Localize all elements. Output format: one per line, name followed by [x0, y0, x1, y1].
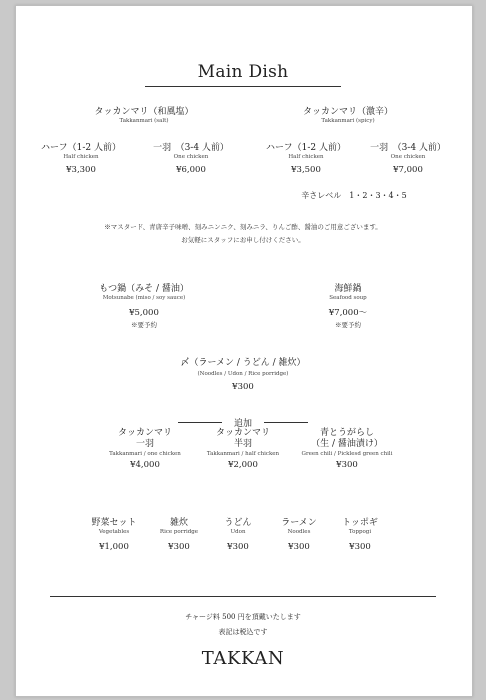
extra-item: [302, 428, 393, 471]
item-subtitle: 半羽: [233, 439, 253, 450]
takkanmari-salt-title-en: Takkanmari (salt): [119, 118, 169, 125]
item-price: ¥7,000〜: [328, 308, 368, 319]
item-label: ハーフ（1-2 人前）: [41, 143, 121, 153]
reservation-note: ※要予約: [335, 320, 361, 329]
takkanmari-spicy-heading: [303, 107, 393, 125]
takkanmari-spicy-one: [370, 143, 446, 176]
item-title-en: Takkanmari / half chicken: [206, 450, 280, 457]
item-title: うどん: [224, 518, 252, 528]
item-price: ¥1,000: [99, 542, 129, 553]
extras-rule-right: [264, 422, 308, 423]
item-subtitle: 一羽: [135, 439, 155, 450]
extra-item: [281, 518, 317, 553]
item-price: ¥3,300: [66, 165, 96, 176]
item-label-en: One chicken: [390, 154, 426, 161]
item-label: 一羽 （3-4 人前）: [153, 143, 229, 153]
item-price: ¥6,000: [176, 165, 206, 176]
item-price: ¥300: [288, 542, 310, 553]
item-subtitle: （生 / 醤油漬け）: [311, 439, 383, 450]
item-price: ¥5,000: [129, 308, 159, 319]
item-title: もつ鍋（みそ / 醤油）: [99, 284, 189, 294]
extra-item: [342, 518, 378, 553]
item-label-en: Half chicken: [288, 154, 324, 161]
item-price: ¥2,000: [228, 460, 258, 471]
extras-heading: 追加: [233, 419, 253, 429]
takkanmari-spicy-half: [266, 143, 346, 176]
item-label: ハーフ（1-2 人前）: [266, 143, 346, 153]
item-price: ¥7,000: [393, 165, 423, 176]
item-title: 〆（ラーメン / うどん / 雑炊）: [180, 358, 306, 368]
brand-logo: TAKKAN: [201, 648, 285, 669]
item-title: 海鮮鍋: [334, 284, 362, 294]
item-title-en: Noodles: [287, 529, 311, 536]
item-label-en: One chicken: [173, 154, 209, 161]
page-title: Main Dish: [197, 62, 289, 82]
item-price: ¥300: [336, 460, 358, 471]
footer-divider: [50, 596, 436, 597]
reservation-note: ※要予約: [130, 320, 157, 329]
seafood-item: [329, 284, 367, 329]
item-price: ¥3,500: [291, 165, 321, 176]
extra-item: [91, 518, 136, 553]
item-price: ¥300: [232, 382, 254, 393]
extra-item: [224, 518, 251, 553]
staff-note: お気軽にスタッフにお申し付けください。: [181, 236, 305, 244]
extra-item: [160, 518, 198, 553]
item-price: ¥300: [168, 542, 190, 553]
item-title: 青とうがらし: [319, 428, 374, 438]
item-title-en: (Noodles / Udon / Rice porridge): [197, 371, 289, 378]
item-price: ¥300: [227, 542, 249, 553]
extra-item: [109, 428, 181, 471]
item-title-en: Green chili / Picklesd green chili: [301, 450, 393, 457]
item-title-en: Takkanmari / one chicken: [109, 450, 181, 457]
item-title-en: Motsunabe (miso / soy sauce): [102, 295, 186, 302]
charge-note: チャージ料 500 円を頂戴いたします: [185, 613, 301, 621]
item-price: ¥4,000: [130, 460, 160, 471]
item-title-en: Rice porridge: [159, 529, 199, 536]
shime-item: [180, 358, 305, 393]
condiments-note: ※マスタード、青唐辛子味噌、刻みニンニク、刻みニラ、りんご酢、醤油のご用意ございます。: [104, 223, 382, 231]
item-title: 雑炊: [169, 518, 189, 528]
takkanmari-spicy-title-en: Takkanmari (spicy): [321, 118, 375, 125]
title-underline: [145, 86, 341, 87]
item-title: タッカンマリ: [117, 428, 173, 438]
takkanmari-salt-heading: [94, 107, 193, 125]
item-title-en: Seafood soup: [329, 295, 367, 302]
item-title-en: Udon: [230, 529, 246, 536]
item-price: ¥300: [349, 542, 371, 553]
item-label-en: Half chicken: [63, 154, 99, 161]
extras-rule-left: [178, 422, 222, 423]
item-title: タッカンマリ: [215, 428, 271, 438]
menu-page: [15, 5, 473, 697]
takkanmari-salt-half: [41, 143, 121, 176]
spice-level: 辛さレベル 1・2・3・4・5: [301, 191, 407, 200]
item-label: 一羽 （3-4 人前）: [370, 143, 446, 153]
motsunabe-item: [99, 284, 189, 329]
item-title-en: Vegetables: [98, 529, 130, 536]
item-title: トッポギ: [342, 518, 378, 528]
item-title: ラーメン: [281, 518, 317, 528]
item-title: 野菜セット: [91, 518, 137, 528]
item-title-en: Toppogi: [348, 529, 372, 536]
takkanmari-salt-title: タッカンマリ（和風塩）: [94, 107, 194, 117]
takkanmari-salt-one: [153, 143, 229, 176]
extra-item: [207, 428, 279, 471]
tax-note: 表記は税込です: [218, 628, 268, 636]
takkanmari-spicy-title: タッカンマリ（激辛）: [302, 107, 394, 117]
